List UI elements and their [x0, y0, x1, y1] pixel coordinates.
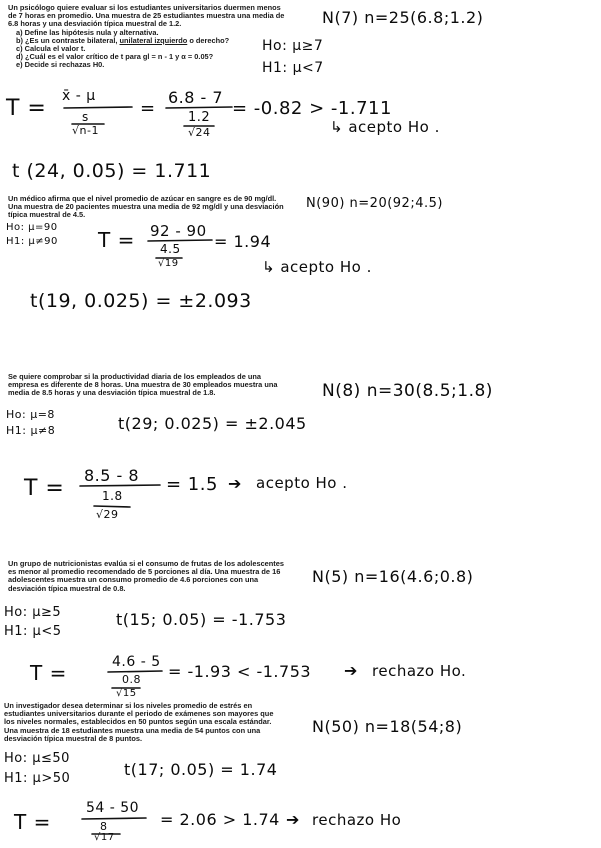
p1-distribution: N(7) n=25(6.8;1.2): [322, 8, 484, 27]
problem-3-line: Se quiere comprobar si la productividad diaria de los empleados de una: [8, 372, 261, 381]
p1-num-values: 6.8 - 7: [168, 88, 224, 107]
problem-3-line: empresa es diferente de 8 horas. Una muestra de 30 empleados muestra una: [8, 380, 278, 390]
p2-critical: t(19, 0.025) = ±2.093: [30, 290, 252, 312]
p4-distribution: N(5) n=16(4.6;0.8): [312, 567, 474, 586]
p5-distribution: N(50) n=18(54;8): [312, 717, 463, 736]
problem-5-line: los niveles normales, establecidos en 50 puntos según una escala estándar.: [4, 717, 272, 727]
p1-h1: H1: μ<7: [262, 60, 324, 76]
problem-5-line: Una muestra de 18 estudiantes muestra una media de 54 puntos con una: [4, 725, 261, 735]
unilateral-underlined: unilateral izquierdo: [119, 35, 188, 45]
p2-distribution: N(90) n=20(92;4.5): [306, 196, 443, 211]
problem-1-item-d: d) ¿Cuál es el valor crítico de t para gl = n - 1 y α = 0.05?: [16, 52, 214, 62]
p2-t-label: T =: [98, 228, 135, 252]
p5-t-label: T =: [14, 810, 51, 834]
problem-1-line: 6.8 horas y una desviación típica muestral de 1.2.: [8, 19, 182, 29]
p4-num: 4.6 - 5: [112, 654, 161, 670]
p3-distribution: N(8) n=30(8.5;1.8): [322, 381, 493, 401]
p5-num: 54 - 50: [86, 800, 140, 816]
p1-fraction-bar-formula: [64, 107, 132, 108]
problem-1-item-b: b) ¿Es un contraste bilateral, unilateral izquierdo o derecho?: [16, 35, 230, 45]
problem-1-line: de 7 horas en promedio. Una muestra de 25 estudiantes muestra una media de: [8, 11, 285, 21]
p4-den-top: 0.8: [122, 673, 141, 686]
p5-h1: H1: μ>50: [4, 771, 71, 786]
problem-4-line: es menor al promedio recomendado de 5 porciones al día. Una muestra de 16: [8, 567, 281, 577]
p2-h0: Ho: μ=90: [6, 222, 58, 233]
p3-h1: H1: μ≠8: [6, 424, 56, 437]
problem-5-line: desviación típica muestral de 8 puntos.: [4, 733, 142, 743]
p5-critical: t(17; 0.05) = 1.74: [124, 760, 278, 779]
p1-t-label: T =: [6, 96, 47, 121]
p4-den-bot: √15: [116, 688, 137, 699]
p4-h1: H1: μ<5: [4, 624, 62, 639]
p4-critical: t(15; 0.05) = -1.753: [116, 610, 287, 629]
p1-den-value: 1.2: [188, 110, 211, 125]
p3-arrow: ➔: [228, 474, 242, 493]
p5-arrow: ➔: [286, 810, 300, 829]
p4-decision: rechazo Ho.: [372, 662, 467, 680]
p3-decision: acepto Ho .: [256, 474, 348, 492]
problem-2-line: Una muestra de 20 pacientes muestra una media de 92 mg/dl y una desviación: [8, 202, 284, 212]
p3-fraction-bar-den: [94, 506, 130, 507]
p1-h0: Ho: μ≥7: [262, 38, 324, 54]
p5-fraction-bar: [82, 818, 146, 819]
p5-result: = 2.06 > 1.74: [160, 810, 280, 829]
p3-t-label: T =: [24, 476, 65, 501]
problem-1-line: Un psicólogo quiere evaluar si los estudiantes universitarios duermen menos: [8, 3, 281, 12]
p3-fraction-bar: [80, 485, 160, 486]
problem-4-line: adolescentes muestra un consumo promedio de 4.6 porciones con una: [8, 575, 259, 585]
p1-den-sqrt: √n-1: [72, 124, 99, 137]
p1-fraction-bar-values: [166, 107, 232, 108]
p3-h0: Ho: μ=8: [6, 408, 55, 421]
p4-result: = -1.93 < -1.753: [168, 662, 312, 681]
p5-den-top: 8: [100, 820, 108, 833]
p4-t-label: T =: [30, 661, 67, 685]
problem-4-line: Un grupo de nutricionistas evalúa si el consumo de frutas de los adolescentes: [8, 559, 284, 568]
problem-3-line: media de 8.5 horas y una desviación típica muestral de 1.8.: [8, 388, 216, 398]
p3-result: = 1.5: [166, 474, 218, 495]
p2-decision: ↳ acepto Ho .: [262, 258, 372, 276]
p2-fraction-bar: [148, 240, 212, 241]
p2-den-bot: √19: [158, 258, 179, 269]
p1-den-s: s: [82, 110, 89, 124]
problem-4-line: desviación típica muestral de 0.8.: [8, 583, 126, 593]
p1-den-sqrt-value: √24: [188, 126, 211, 139]
p2-h1: H1: μ≠90: [6, 236, 58, 247]
p3-num: 8.5 - 8: [84, 466, 140, 485]
p3-den-top: 1.8: [102, 489, 123, 503]
p1-equals: =: [140, 98, 156, 119]
p5-den-bot: √17: [94, 832, 115, 843]
p4-arrow: ➔: [344, 661, 358, 680]
problem-1-item-e: e) Decide si rechazas H0.: [16, 60, 105, 70]
problem-1-item-a: a) Define las hipótesis nula y alternativa.: [16, 27, 159, 37]
problem-1-item-c: c) Calcula el valor t.: [16, 44, 86, 54]
p3-den-bot: √29: [96, 508, 119, 521]
p5-decision: rechazo Ho: [312, 811, 402, 829]
p1-result: = -0.82 > -1.711: [232, 98, 392, 119]
p3-critical: t(29; 0.025) = ±2.045: [118, 414, 307, 433]
problem-5-line: estudiantes universitarios durante el periodo de exámenes son mayores que: [4, 709, 274, 719]
problem-5-line: Un investigador desea determinar si los niveles promedio de estrés en: [4, 701, 253, 710]
p2-num: 92 - 90: [150, 222, 207, 240]
p1-critical: t (24, 0.05) = 1.711: [12, 160, 212, 182]
problem-2-line: Un médico afirma que el nivel promedio de azúcar en sangre es de 90 mg/dl.: [8, 194, 277, 203]
p2-result: = 1.94: [214, 232, 272, 251]
p4-h0: Ho: μ≥5: [4, 605, 62, 620]
p1-num-formula: x̄ - μ: [62, 88, 96, 104]
p2-den-top: 4.5: [160, 242, 181, 256]
p5-h0: Ho: μ≤50: [4, 751, 70, 766]
p4-fraction-bar: [108, 671, 162, 672]
problem-2-line: típica muestral de 4.5.: [8, 210, 86, 220]
p1-decision: ↳ acepto Ho .: [330, 118, 440, 136]
